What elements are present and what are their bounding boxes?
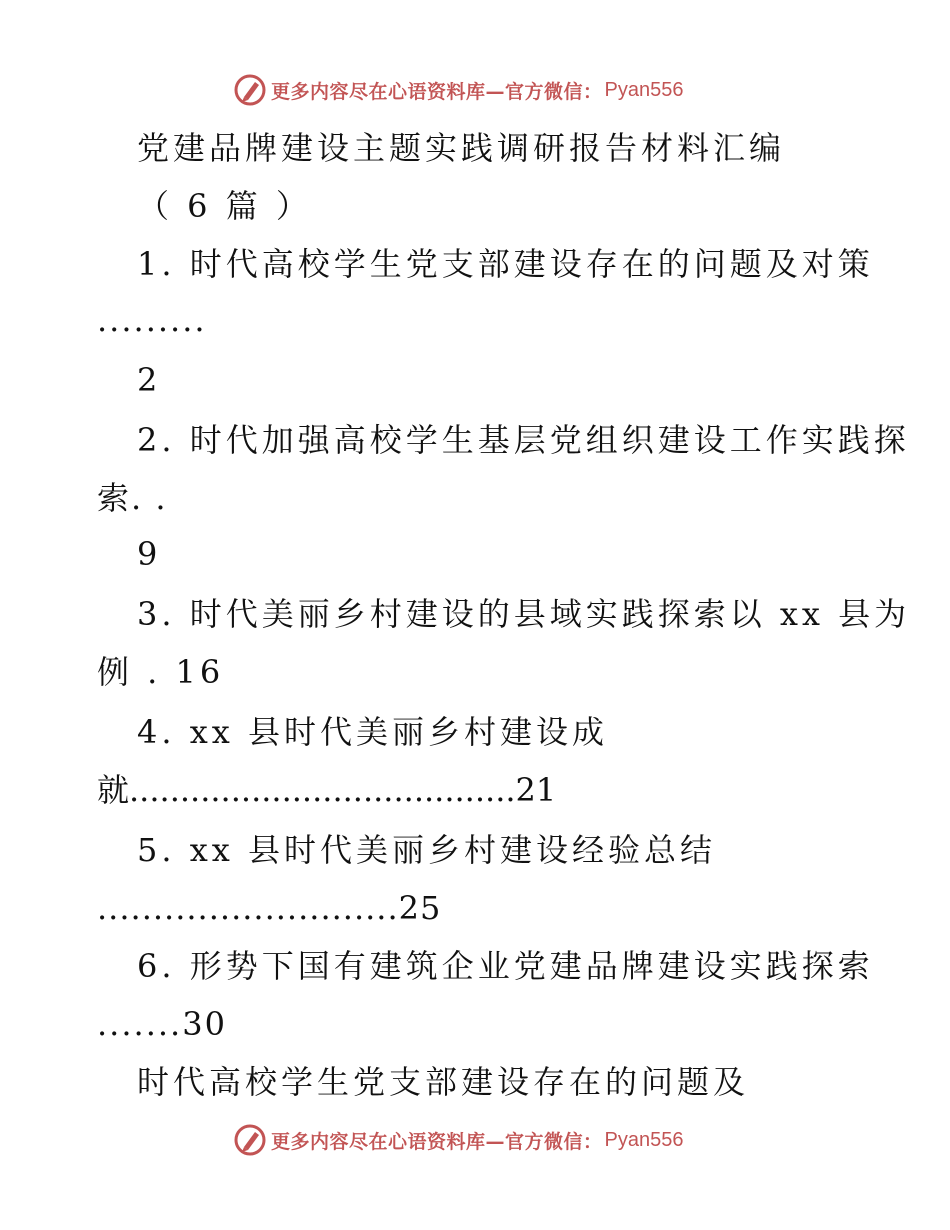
header-banner [233, 70, 683, 110]
banner-wechat-id: Pyan556 [604, 78, 684, 101]
toc-item-4-title: 4. xx 县时代美丽乡村建设成 [137, 713, 608, 751]
toc-item-2-title: 2. 时代加强高校学生基层党组织建设工作实践探 [137, 421, 910, 459]
document-subtitle: （ 6 篇 ） [137, 187, 312, 225]
banner-text: 更多内容尽在心语资料库—官方微信： [271, 80, 603, 103]
toc-item-1-title: 1. 时代高校学生党支部建设存在的问题及对策 [137, 245, 874, 283]
toc-item-5-leader: ...........................25 [97, 889, 442, 927]
toc-item-1-leader: ......... [97, 301, 207, 339]
document-title: 党建品牌建设主题实践调研报告材料汇编 [137, 129, 786, 167]
banner-text: 更多内容尽在心语资料库—官方微信： [271, 1130, 603, 1153]
toc-item-6-leader: .......30 [97, 1005, 227, 1043]
banner-wechat-id: Pyan556 [604, 1128, 684, 1151]
toc-item-3-title: 3. 时代美丽乡村建设的县域实践探索以 xx 县为 [137, 595, 911, 633]
toc-item-4-leader: 就......................................21 [97, 771, 557, 809]
section-heading: 时代高校学生党支部建设存在的问题及 [137, 1063, 750, 1101]
toc-item-5-title: 5. xx 县时代美丽乡村建设经验总结 [137, 831, 716, 869]
toc-item-3-leader: 例 . 16 [97, 653, 225, 691]
toc-item-1-page: 2 [137, 361, 162, 399]
pen-logo-icon [233, 73, 267, 107]
toc-item-2-leader: 索. . [97, 479, 168, 517]
pen-logo-icon [233, 1123, 267, 1157]
toc-item-6-title: 6. 形势下国有建筑企业党建品牌建设实践探索 [137, 947, 874, 985]
toc-item-2-page: 9 [137, 535, 162, 573]
footer-banner [233, 1120, 683, 1160]
